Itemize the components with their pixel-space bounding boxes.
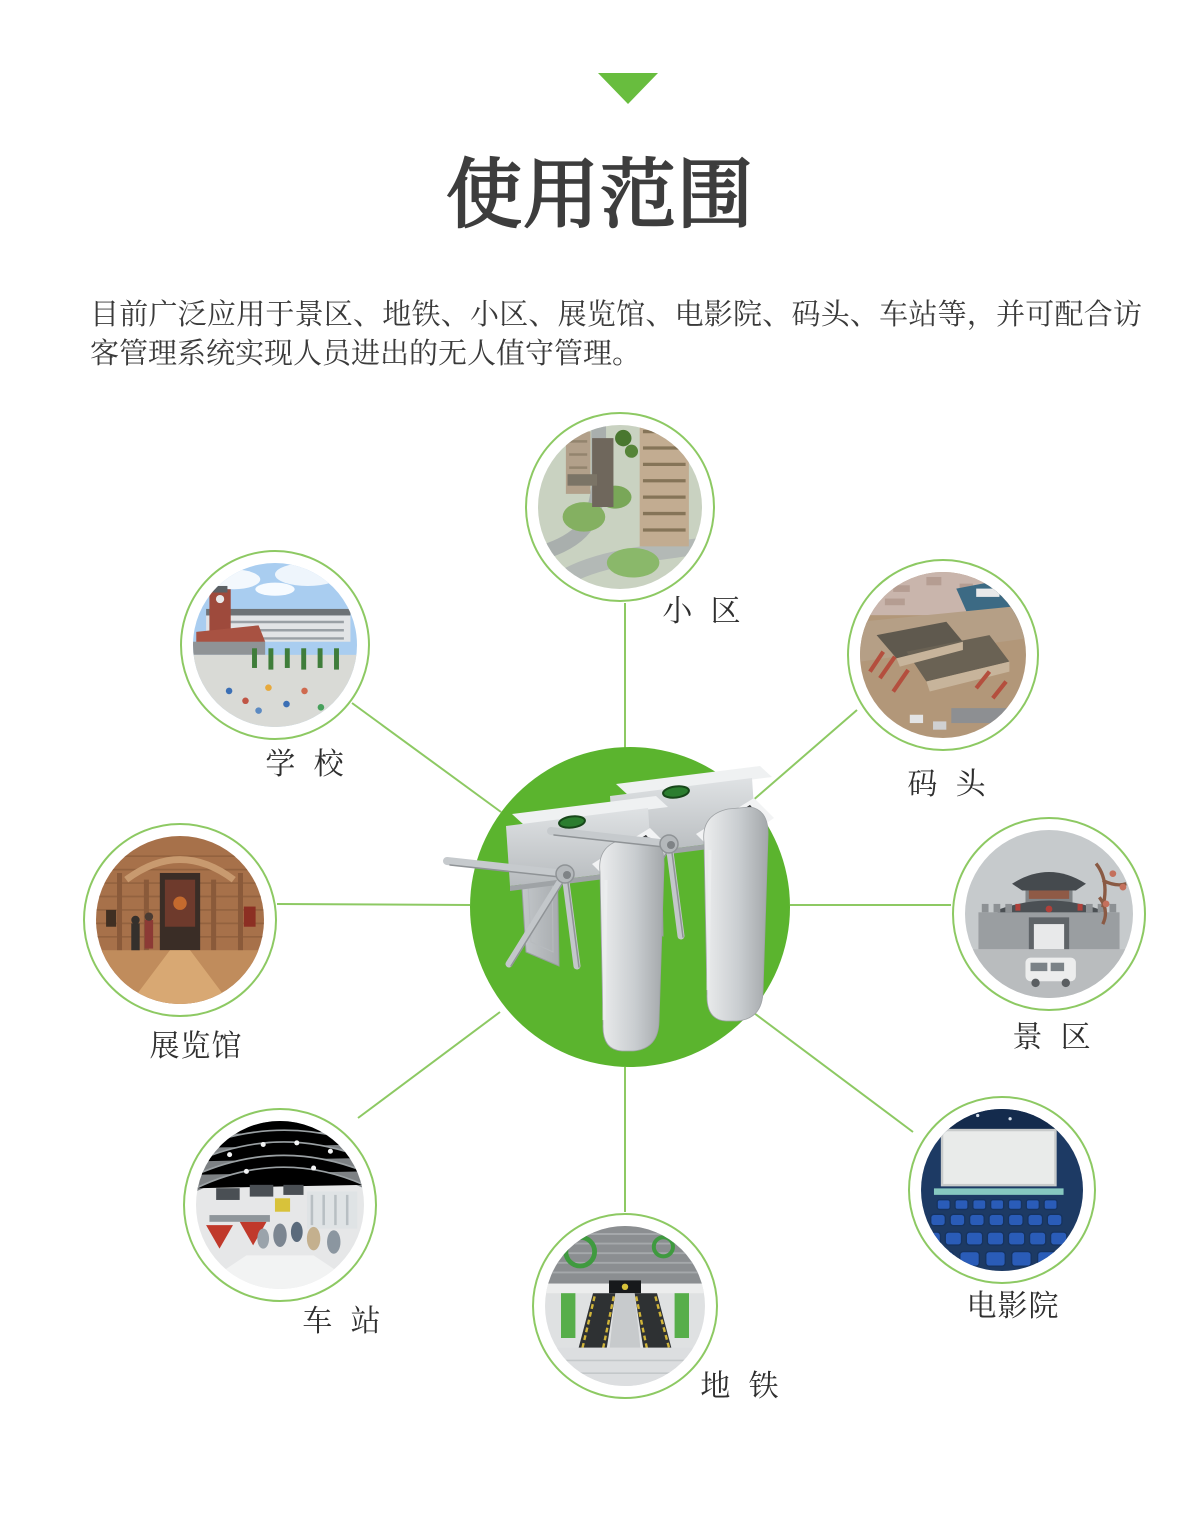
node-subway [532, 1213, 718, 1399]
node-scenic-area [952, 817, 1146, 1011]
subway-photo [545, 1226, 705, 1386]
node-exhibition-hall [83, 823, 277, 1017]
node-label-subway: 地 铁 [700, 1370, 780, 1403]
node-label-cinema: 电影院 [966, 1290, 1060, 1323]
intro-paragraph: 目前广泛应用于景区、地铁、小区、展览馆、电影院、码头、车站等，并可配合访客管理系统实现人员进出的无人值守管理。 [90, 299, 1142, 370]
page-title: 使用范围 [446, 153, 754, 238]
node-label-dock: 码 头 [907, 768, 987, 801]
node-label-school: 学 校 [265, 748, 345, 781]
node-dock [847, 559, 1039, 751]
community-photo [538, 425, 702, 589]
scenic-area-photo [965, 830, 1133, 998]
school-photo [193, 563, 357, 727]
node-label-exhibition-hall: 展览馆 [149, 1030, 243, 1063]
node-label-community: 小 区 [662, 595, 742, 628]
node-label-station: 车 站 [302, 1305, 382, 1338]
station-photo [196, 1121, 364, 1289]
node-station [183, 1108, 377, 1302]
node-label-scenic-area: 景 区 [1012, 1021, 1092, 1054]
node-cinema [908, 1096, 1096, 1284]
node-community [525, 412, 715, 602]
node-school [180, 550, 370, 740]
exhibition-hall-photo [96, 836, 264, 1004]
cinema-photo [921, 1109, 1083, 1271]
dock-photo [860, 572, 1026, 738]
